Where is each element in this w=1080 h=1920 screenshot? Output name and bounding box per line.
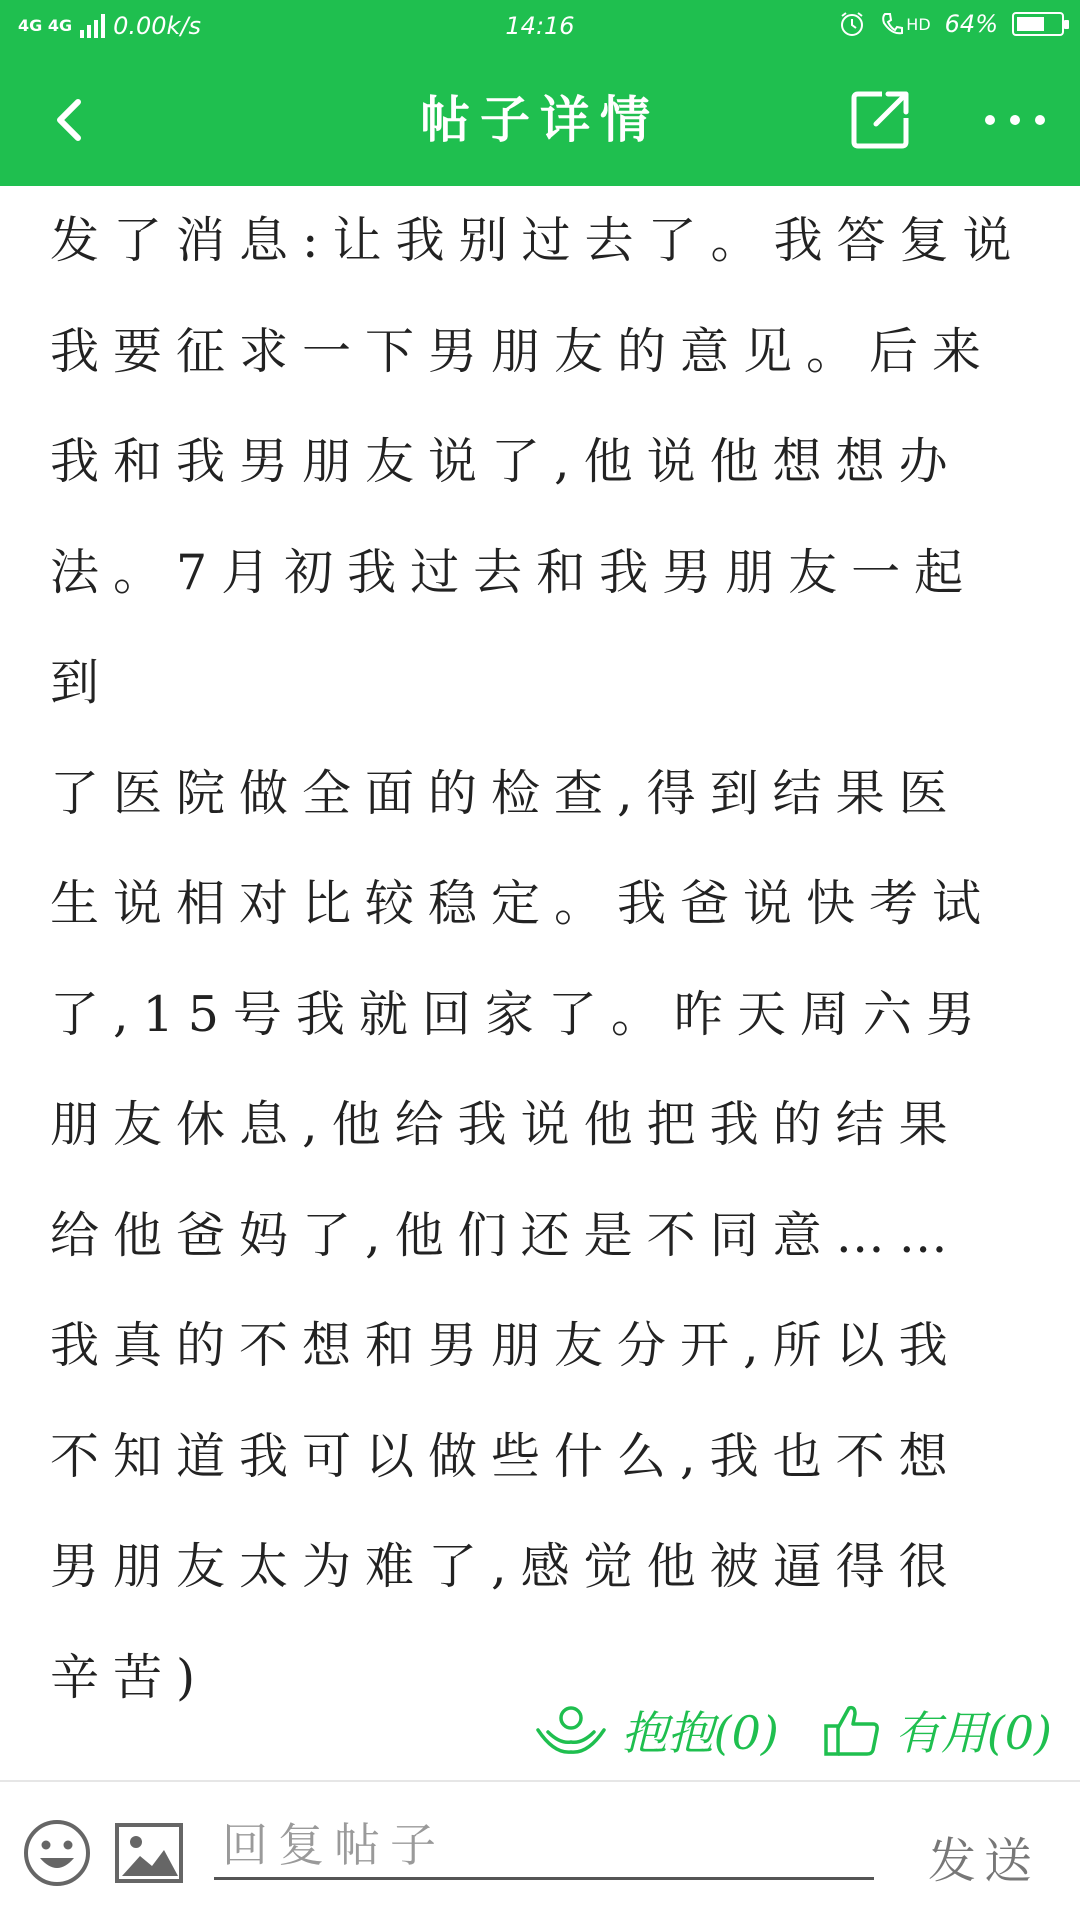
post-line: 辛苦)	[50, 1648, 210, 1706]
post-line: 我真的不想和男朋友分开,所以我	[50, 1317, 962, 1374]
send-button[interactable]: 发送	[927, 1833, 1040, 1889]
post-line: 发了消息:让我别过去了。我答复说	[50, 212, 1026, 269]
network-speed: 0.00k/s	[113, 12, 202, 40]
post-body	[50, 186, 1030, 1733]
post-line: 我和我男朋友说了,他说他想想办	[50, 433, 962, 490]
reaction-bar	[534, 1700, 1052, 1760]
post-line: 了医院做全面的检查,得到结果医	[50, 764, 962, 822]
emoji-icon[interactable]	[22, 1818, 92, 1888]
reply-bar	[0, 1782, 1080, 1920]
hug-icon	[534, 1702, 608, 1758]
reply-input[interactable]	[214, 1812, 874, 1880]
status-right	[838, 10, 1064, 38]
post-line: 不知道我可以做些什么,我也不想	[50, 1427, 962, 1485]
clock: 14:16	[505, 12, 575, 40]
battery-percent: 64%	[944, 10, 998, 38]
network-type: 4G 4G	[18, 16, 73, 35]
post-line: 男朋友太为难了,感觉他被逼得很	[50, 1538, 962, 1595]
more-icon[interactable]	[980, 98, 1050, 142]
hug-label: 抱抱(0)	[621, 1706, 779, 1760]
phone-hd-icon	[880, 11, 930, 37]
useful-label: 有用(0)	[894, 1706, 1052, 1760]
app-bar	[0, 54, 1080, 186]
reply-placeholder: 回复帖子	[222, 1818, 446, 1872]
post-line: 了,15号我就回家了。昨天周六男	[50, 985, 989, 1043]
useful-button[interactable]	[823, 1697, 1052, 1763]
battery-icon	[1012, 12, 1064, 36]
post-line: 给他爸妈了,他们还是不同意……	[50, 1206, 962, 1264]
status-bar	[0, 0, 1080, 54]
image-icon[interactable]	[114, 1822, 184, 1884]
battery-fill	[1017, 17, 1044, 31]
hd-label: HD	[906, 14, 931, 34]
post-line: 我要征求一下男朋友的意见。后来	[50, 322, 996, 380]
alarm-icon	[838, 10, 866, 38]
hug-button[interactable]	[534, 1697, 779, 1763]
share-icon[interactable]	[848, 88, 912, 152]
post-line: 朋友休息,他给我说他把我的结果	[50, 1096, 962, 1153]
post-line: 生说相对比较稳定。我爸说快考试	[50, 875, 996, 932]
post-line: 法。7月初我过去和我男朋友一起到	[50, 543, 978, 711]
thumbs-up-icon	[823, 1702, 881, 1758]
page-title: 帖子详情	[420, 90, 660, 149]
